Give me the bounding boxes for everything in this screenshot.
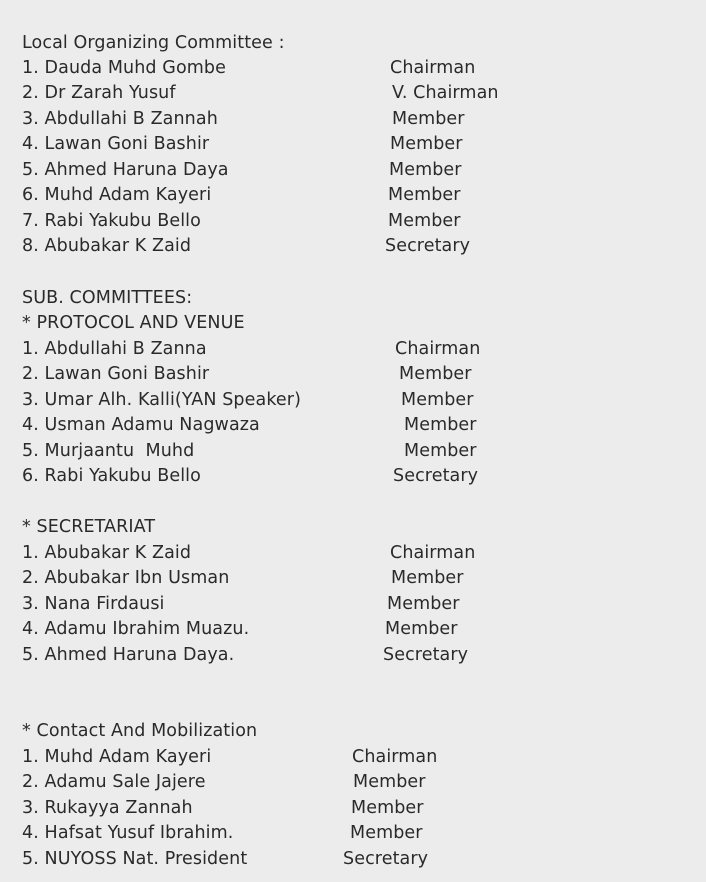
protocol-member-name: 3. Umar Alh. Kalli(YAN Speaker) bbox=[22, 390, 302, 410]
secretariat-member-role: Member bbox=[385, 619, 458, 639]
main-member-role: Member bbox=[392, 109, 465, 129]
contact-member-name: 3. Rukayya Zannah bbox=[22, 798, 193, 818]
main-member-name: 5. Ahmed Haruna Daya bbox=[22, 160, 229, 180]
protocol-member-role: Member bbox=[401, 390, 474, 410]
main-member-name: 6. Muhd Adam Kayeri bbox=[22, 185, 212, 205]
secretariat-member-name: 2. Abubakar Ibn Usman bbox=[22, 568, 230, 588]
main-member-name: 8. Abubakar K Zaid bbox=[22, 236, 192, 256]
protocol-member-name: 4. Usman Adamu Nagwaza bbox=[22, 415, 260, 435]
contact-member-role: Member bbox=[353, 772, 426, 792]
contact-member-name: 1. Muhd Adam Kayeri bbox=[22, 747, 212, 767]
secretariat-heading: * SECRETARIAT bbox=[22, 517, 156, 537]
protocol-member-role: Chairman bbox=[395, 339, 481, 359]
protocol-member-name: 1. Abdullahi B Zanna bbox=[22, 339, 207, 359]
main-member-name: 3. Abdullahi B Zannah bbox=[22, 109, 218, 129]
main-member-name: 2. Dr Zarah Yusuf bbox=[22, 83, 176, 103]
contact-member-role: Member bbox=[351, 798, 424, 818]
secretariat-member-name: 1. Abubakar K Zaid bbox=[22, 543, 192, 563]
secretariat-member-role: Secretary bbox=[383, 645, 469, 665]
protocol-heading: * PROTOCOL AND VENUE bbox=[22, 313, 245, 333]
main-member-name: 1. Dauda Muhd Gombe bbox=[22, 58, 226, 78]
contact-member-name: 4. Hafsat Yusuf Ibrahim. bbox=[22, 823, 234, 843]
contact-heading: * Contact And Mobilization bbox=[22, 721, 258, 741]
secretariat-member-name: 5. Ahmed Haruna Daya. bbox=[22, 645, 235, 665]
main-member-role: Member bbox=[388, 185, 461, 205]
protocol-member-name: 6. Rabi Yakubu Bello bbox=[22, 466, 201, 486]
contact-member-role: Chairman bbox=[352, 747, 438, 767]
main-committee-heading: Local Organizing Committee : bbox=[22, 33, 285, 53]
main-member-role: Chairman bbox=[390, 58, 476, 78]
secretariat-member-name: 3. Nana Firdausi bbox=[22, 594, 165, 614]
main-member-role: Member bbox=[390, 134, 463, 154]
secretariat-member-role: Member bbox=[391, 568, 464, 588]
sub-committees-heading: SUB. COMMITTEES: bbox=[22, 288, 193, 308]
main-member-role: V. Chairman bbox=[392, 83, 499, 103]
main-member-name: 7. Rabi Yakubu Bello bbox=[22, 211, 201, 231]
secretariat-member-role: Chairman bbox=[390, 543, 476, 563]
main-member-role: Secretary bbox=[385, 236, 471, 256]
protocol-member-role: Member bbox=[404, 415, 477, 435]
main-member-role: Member bbox=[388, 211, 461, 231]
contact-member-role: Member bbox=[350, 823, 423, 843]
contact-member-name: 2. Adamu Sale Jajere bbox=[22, 772, 206, 792]
secretariat-member-role: Member bbox=[387, 594, 460, 614]
main-member-role: Member bbox=[389, 160, 462, 180]
secretariat-member-name: 4. Adamu Ibrahim Muazu. bbox=[22, 619, 250, 639]
contact-member-name: 5. NUYOSS Nat. President bbox=[22, 849, 248, 869]
main-member-name: 4. Lawan Goni Bashir bbox=[22, 134, 210, 154]
protocol-member-role: Secretary bbox=[393, 466, 479, 486]
protocol-member-name: 5. Murjaantu Muhd bbox=[22, 441, 195, 461]
contact-member-role: Secretary bbox=[343, 849, 429, 869]
protocol-member-role: Member bbox=[404, 441, 477, 461]
protocol-member-name: 2. Lawan Goni Bashir bbox=[22, 364, 210, 384]
protocol-member-role: Member bbox=[399, 364, 472, 384]
